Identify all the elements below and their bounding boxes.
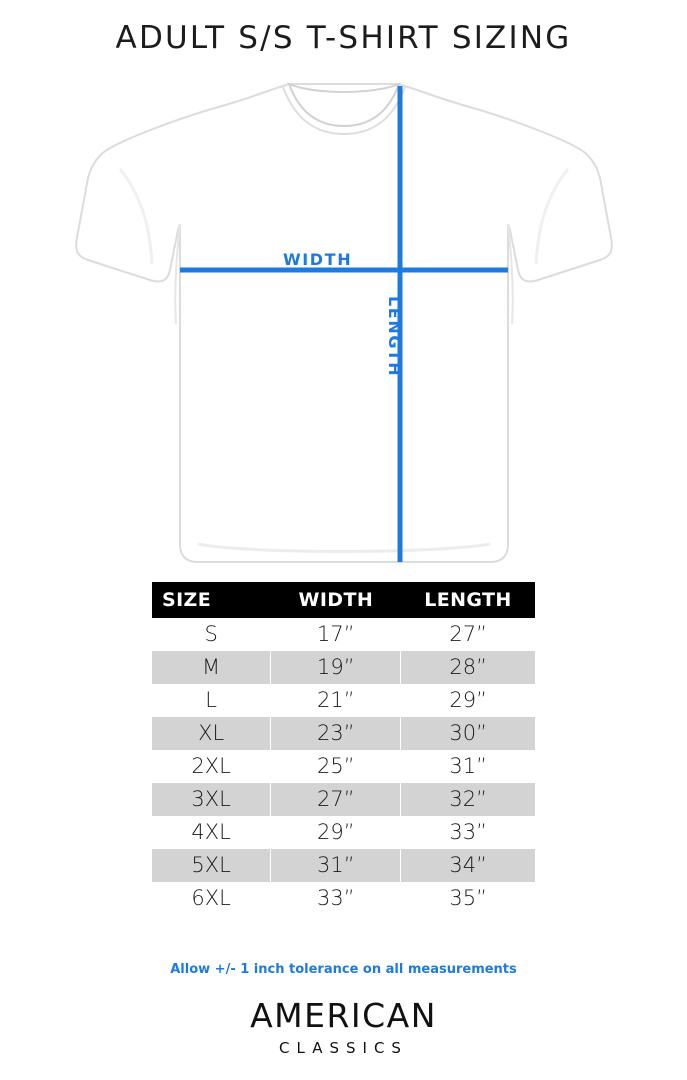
cell-length: 31”: [401, 750, 535, 783]
cell-length: 27”: [401, 618, 535, 651]
cell-width: 19”: [271, 651, 401, 684]
header-length: LENGTH: [401, 582, 535, 618]
cell-width: 33”: [271, 882, 401, 915]
page-title: ADULT S/S T-SHIRT SIZING: [115, 20, 572, 56]
cell-size: 3XL: [152, 783, 271, 816]
cell-size: S: [152, 618, 271, 651]
size-table-body: [152, 618, 535, 915]
cell-size: 6XL: [152, 882, 271, 915]
header-width: WIDTH: [271, 582, 401, 618]
size-table-header: [152, 582, 535, 618]
width-label: WIDTH: [283, 250, 353, 269]
cell-length: 34”: [401, 849, 535, 882]
cell-width: 21”: [271, 684, 401, 717]
table-row: [152, 816, 535, 849]
cell-size: 4XL: [152, 816, 271, 849]
cell-width: 29”: [271, 816, 401, 849]
cell-width: 27”: [271, 783, 401, 816]
brand-footer: [0, 996, 687, 1057]
header-size: SIZE: [152, 582, 271, 618]
size-table-container: [152, 582, 535, 915]
cell-width: 23”: [271, 717, 401, 750]
brand-tagline: CLASSICS: [279, 1039, 408, 1057]
cell-size: M: [152, 651, 271, 684]
size-table: [152, 582, 535, 915]
tshirt-diagram: [0, 74, 687, 574]
length-label: LENGTH: [385, 296, 404, 378]
cell-width: 31”: [271, 849, 401, 882]
brand-name: AMERICAN: [250, 996, 437, 1035]
table-row: [152, 783, 535, 816]
table-row: [152, 684, 535, 717]
cell-length: 28”: [401, 651, 535, 684]
table-row: [152, 618, 535, 651]
cell-size: 2XL: [152, 750, 271, 783]
cell-size: 5XL: [152, 849, 271, 882]
tshirt-illustration: [0, 74, 687, 574]
cell-size: L: [152, 684, 271, 717]
table-row: [152, 750, 535, 783]
cell-width: 25”: [271, 750, 401, 783]
cell-length: 32”: [401, 783, 535, 816]
table-row: [152, 717, 535, 750]
tolerance-note: Allow +/- 1 inch tolerance on all measurements: [170, 962, 517, 977]
table-header-row: [152, 582, 535, 618]
cell-length: 30”: [401, 717, 535, 750]
cell-length: 33”: [401, 816, 535, 849]
table-row: [152, 651, 535, 684]
table-row: [152, 849, 535, 882]
cell-length: 29”: [401, 684, 535, 717]
cell-length: 35”: [401, 882, 535, 915]
cell-size: XL: [152, 717, 271, 750]
table-row: [152, 882, 535, 915]
cell-width: 17”: [271, 618, 401, 651]
